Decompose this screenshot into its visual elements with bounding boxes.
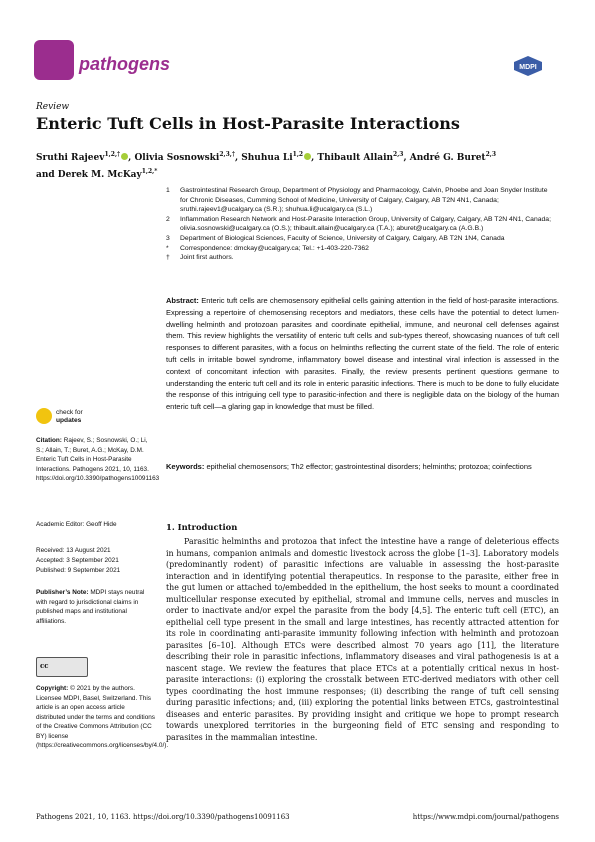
received-date: Received: 13 August 2021 [36, 547, 111, 554]
affiliation-item: † Joint first authors. [166, 254, 234, 262]
mdpi-logo [514, 56, 542, 76]
accepted-date: Accepted: 3 September 2021 [36, 557, 119, 564]
copyright-block: Copyright: © 2021 by the authors. Licensee MDPI, Basel, Switzerland. This article is an open access article distributed under the terms and conditions of the Creative Commons Attribution (CC BY) license (https://creativecommons.org/licenses/by/4.0/). [36, 685, 169, 749]
author-mckay: and Derek M. McKay [36, 170, 142, 180]
affiliation-item: * Correspondence: dmckay@ucalgary.ca; Tel.: +1-403-220-7362 [166, 244, 369, 252]
footer-url: https://www.mdpi.com/journal/pathogens [412, 813, 559, 821]
journal-logo [34, 40, 74, 80]
affiliations [166, 186, 556, 263]
keywords-label: Keywords: [166, 462, 205, 471]
check-updates-icon [36, 408, 52, 424]
citation-block: Citation: Rajeev, S.; Sosnowski, O.; Li, S.; Allain, T.; Buret, A.G.; McKay, D.M. Enteric Tuft Cells in Host-Parasite Interactions. Pathogens 2021, 10, 1163. https://doi.org/10.3390/pathogens10091163 [36, 437, 160, 482]
journal-name: pathogens [79, 54, 171, 74]
abstract [166, 295, 559, 413]
section-heading: 1. Introduction [166, 522, 238, 532]
publisher-note: Publisher’s Note: MDPI stays neutral with regard to jurisdictional claims in published maps and institutional affiliations. [36, 589, 145, 625]
affiliation-item: 1 Gastrointestinal Research Group, Department of Physiology and Pharmacology, Calvin, Phoebe and Joan Snyder Institute for Chronic Diseases, Cumming School of Medicine, University of Calgary, Calgary, AB T2N 4N1, Canada; sruthi.rajeev1@ucalgary.ca (S.R.); shuhua.li@ucalgary.ca (S.L.) [166, 187, 548, 214]
article-type: Review [36, 102, 70, 112]
published-date: Published: 9 September 2021 [36, 567, 121, 574]
author-allain: , Thibault Allain [311, 153, 394, 163]
abstract-label: Abstract: [166, 296, 199, 305]
author-rajeev: Sruthi Rajeev [36, 153, 105, 163]
author-list: Sruthi Rajeev$^{1,2,\dagger}$ , Olivia Sosnowski$^{2,3,\dagger}$, Shuhua Li$^{1,2}$ , Thibault Allain$^{2,3}$, André G. Buret$^{2,3}$ and Derek M. McKay$^{1,2,*}$ [36, 151, 497, 180]
author-buret: , André G. Buret [403, 153, 486, 163]
affiliation-item: 3 Department of Biological Sciences, Faculty of Science, University of Calgary, Calgary, AB T2N 1N4, Canada [166, 234, 505, 242]
author-sosnowski: , Olivia Sosnowski [128, 153, 220, 163]
author-li: , Shuhua Li [235, 153, 293, 163]
keywords-text: epithelial chemosensors; Th2 effector; gastrointestinal disorders; helminths; protozoa; coinfections [206, 462, 532, 471]
abstract-text: Enteric tuft cells are chemosensory epithelial cells gaining attention in the field of host-parasite interactions. Expressing a repertoire of chemosensing receptors and mediators, these cells have the potential to detect lumen-dwelling helminth and protozoan parasites and coordinate epithelial, immune, and neuronal cell defenses against them. This review highlights the versatility of enteric tuft cells and sub-types thereof, showcasing nuances of tuft cell responses to different parasites, with a focus on helminths reflecting the current state of the field. The role of enteric tuft cells in irritable bowel syndrome, inflammatory bowel disease and intestinal viral infection is assessed in the context of concomitant infection with parasites. Finally, the review presents pertinent questions germane to understanding the enteric tuft cell and its role in enteric parasitic infections. There is much to be done to fully elucidate the response of this intriguing cell type to parasitic-infection and there is negligible data on the biology of the human enteric tuft cell—a glaring gap in knowledge that must be filled. [166, 296, 559, 412]
affiliation-item: 2 Inflammation Research Network and Host-Parasite Interaction Group, University of Calgary, Calgary, AB T2N 4N1, Canada; olivia.sosnowski@ucalgary.ca (O.S.); thibault.allain@ucalgary.ca (T.A.); aburet@ucalgary.ca (A.G.B.) [166, 215, 551, 233]
article-title: Enteric Tuft Cells in Host-Parasite Interactions [36, 114, 460, 133]
keywords [166, 461, 559, 473]
intro-paragraph: Parasitic helminths and protozoa that infect the intestine have a range of deleterious effects in humans, companion animals and domestic livestock across the globe [1–3]. Laboratory models (predominantly rodent) of parasitic infections are valuable in assessing the host-parasite interaction and in identifying potential therapeutics. In response to the parasite, either free in the gut lumen or attached to/embedded in the epithelium, the host seeks to mount a coordinated multicellular response executed by epithelial, stromal and immune cells, nerves and muscles in order to inactivate and/or expel the parasite from the body [4,5]. The enteric tuft cell (ETC), an epithelial cell type present in the small and large intestines, has recently attracted attention for its role in coordinating anti-parasite immunity following infection with helminth and protozoan parasites [6–10]. Although ETCs were described almost 70 years ago [11], the literature describing their role in parasitic infections, inflammatory diseases and viral pathogenesis is at a nascent stage. We review the features that place ETCs at a potentially critical nexus in host-parasite interactions: (i) exploring the crosstalk between ETC-derived mediators with other cell types coordinating the host immune responses; (ii) describing the range of tuft cell sensing during parasitic infections; and, (iii) exploring the potential links between ETCs, gastrointestinal diseases and enteric parasites. By providing insight and critique we hope to prompt research towards unexplored territories in the burgeoning field of ETC sensing and responding to parasites in the mammalian intestine. [166, 537, 559, 742]
footer-citation: Pathogens 2021, 10, 1163. https://doi.org/10.3390/pathogens10091163 [36, 813, 290, 821]
cc-license-badge[interactable]: cc [36, 657, 88, 677]
publisher-label: MDPI [519, 64, 537, 71]
academic-editor: Academic Editor: Geoff Hide [36, 521, 117, 528]
